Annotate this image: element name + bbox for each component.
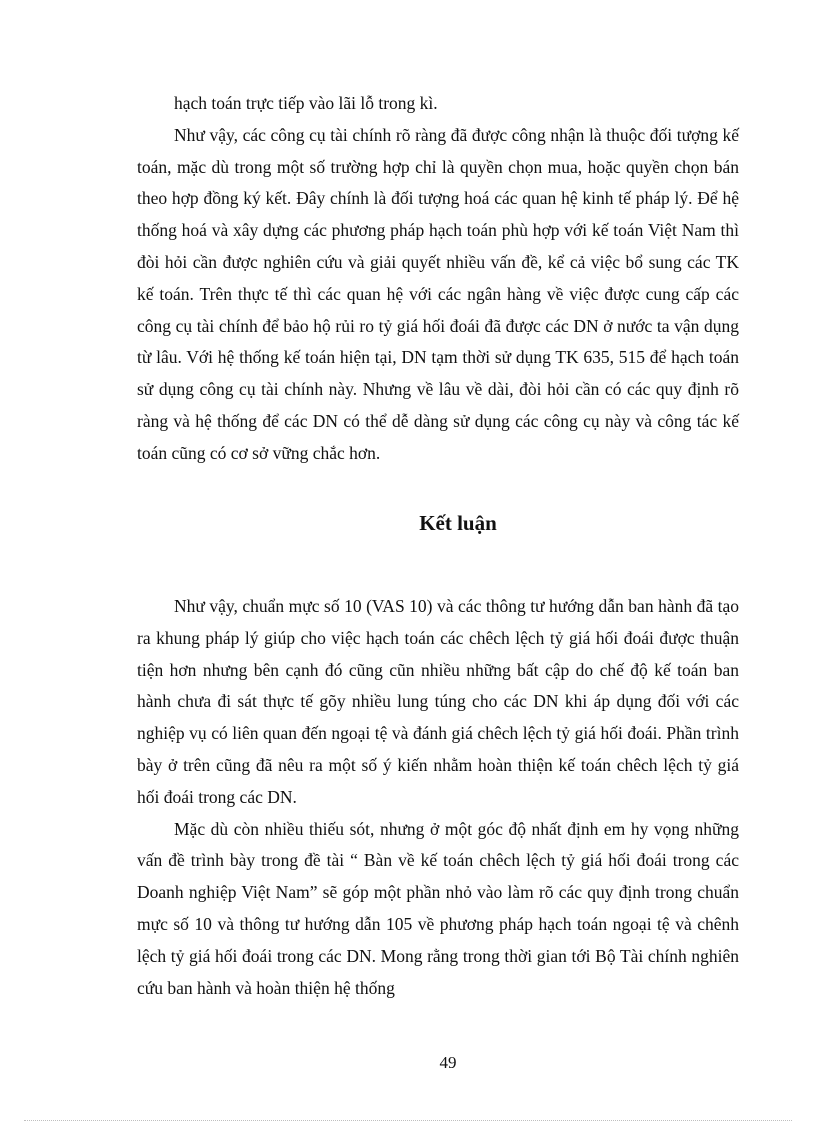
paragraph-continuation: hạch toán trực tiếp vào lãi lỗ trong kì.: [174, 93, 438, 113]
paragraph-financial-instruments: Như vậy, các công cụ tài chính rõ ràng đã được công nhận là thuộc đối tượng kế toán, mặc dù trong một số trường hợp chỉ là quyền chọn mua, hoặc quyền chọn bán theo hợp đồng ký kết. Đây chính là đối tượng hoá các quan hệ kinh tế pháp lý. Để hệ thống hoá và xây dựng các phương pháp hạch toán phù hợp với kế toán Việt Nam thì đòi hỏi cần được nghiên cứu và giải quyết nhiều vấn đề, kể cả việc bổ sung các TK kế toán. Trên thực tế thì các quan hệ với các ngân hàng về việc được cung cấp các công cụ tài chính để bảo hộ rủi ro tỷ giá hối đoái đã được các DN ở nước ta vận dụng từ lâu. Với hệ thống kế toán hiện tại, DN tạm thời sử dụng TK 635, 515 để hạch toán sử dụng công cụ tài chính này. Nhưng về lâu về dài, đòi hỏi cần có các quy định rõ ràng và hệ thống để các DN có thể dễ dàng sử dụng các công cụ này và công tác kế toán cũng có cơ sở vững chắc hơn.: [137, 124, 739, 463]
body-text-conclusion: [137, 591, 739, 1004]
paragraph-conclusion-2: Mặc dù còn nhiều thiếu sót, nhưng ở một góc độ nhất định em hy vọng những vấn đề trình bày trong đề tài “ Bàn về kế toán chêch lệch tỷ giá hối đoái trong các Doanh nghiệp Việt Nam” sẽ góp một phần nhỏ vào làm rõ các quy định trong chuẩn mực số 10 và thông tư hướng dẫn 105 về phương pháp hạch toán ngoại tệ và chênh lệch tỷ giá hối đoái trong các DN. Mong rằng trong thời gian tới Bộ Tài chính nghiên cứu ban hành và hoàn thiện hệ thống: [137, 818, 739, 998]
body-text-top: [137, 88, 739, 470]
paragraph-conclusion-1: Như vậy, chuẩn mực số 10 (VAS 10) và các thông tư hướng dẫn ban hành đã tạo ra khung pháp lý giúp cho việc hạch toán các chêch lệch tỷ giá hối đoái được thuận tiện hơn nhưng bên cạnh đó cũng cũn nhiều những bất cập do chế độ kế toán ban hành chưa đi sát thực tế gõy nhiều lung túng cho các DN khi áp dụng đối với các nghiệp vụ có liên quan đến ngoại tệ và đánh giá chêch lệch tỷ giá hối đoái. Phần trình bày ở trên cũng đã nêu ra một số ý kiến nhằm hoàn thiện kế toán chêch lệch tỷ giá hối đoái trong các DN.: [137, 596, 739, 807]
page-bottom-divider: [24, 1120, 792, 1121]
page-number: 49: [439, 1053, 457, 1072]
section-heading-conclusion: Kết luận: [419, 511, 497, 535]
